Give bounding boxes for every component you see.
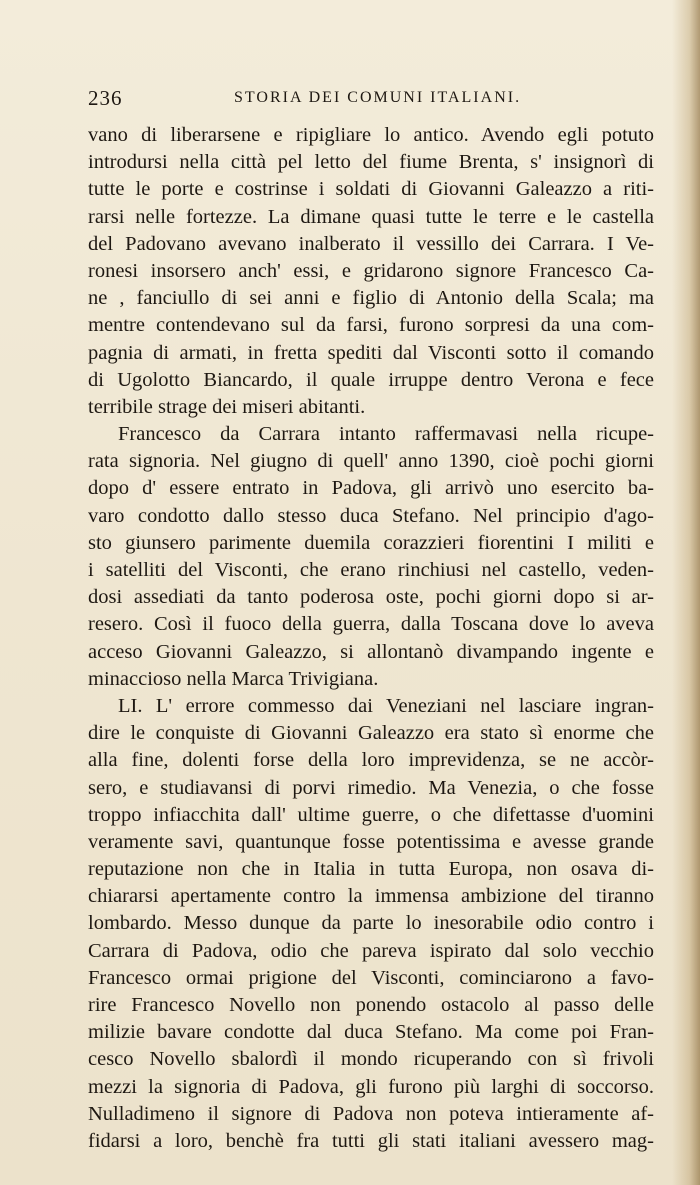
text-line: dire le conquiste di Giovanni Galeazzo era stato sì enorme che: [88, 722, 654, 745]
text-line: Francesco da Carrara intanto raffermavasi nella ricupe-: [118, 423, 654, 446]
text-line: minaccioso nella Marca Trivigiana.: [88, 667, 379, 690]
text-line: del Padovano avevano inalberato il vessillo dei Carrara. I Ve-: [88, 232, 654, 255]
text-line: tutte le porte e costrinse i soldati di Giovanni Galeazzo a riti-: [88, 178, 654, 201]
text-line: chiararsi apertamente contro la immensa ambizione del tiranno: [88, 885, 654, 908]
text-line: cesco Novello sbalordì il mondo ricuperando con sì frivoli: [88, 1048, 654, 1071]
text-line: i satelliti del Visconti, che erano rinchiusi nel castello, veden-: [88, 559, 654, 581]
text-line: dosi assediati da tanto poderosa oste, pochi giorni dopo si ar-: [88, 586, 654, 609]
paragraph: [88, 693, 654, 1155]
paragraph: [88, 421, 654, 693]
page-number: 236: [88, 86, 123, 110]
text-line: Francesco ormai prigione del Visconti, cominciarono a favo-: [88, 966, 654, 989]
text-line: Nulladimeno il signore di Padova non poteva intieramente af-: [88, 1102, 654, 1125]
text-line: sero, e studiavansi di porvi rimedio. Ma Venezia, o che fosse: [88, 776, 654, 799]
page-header: [88, 86, 648, 110]
body-text: [88, 122, 654, 1155]
text-line: rire Francesco Novello non ponendo ostacolo al passo delle: [88, 994, 654, 1016]
text-line: mezzi la signoria di Padova, gli furono più larghi di soccorso.: [88, 1075, 654, 1098]
text-line: lombardo. Messo dunque da parte lo inesorabile odio contro i: [88, 912, 654, 935]
text-line: reputazione non che in Italia in tutta Europa, non osava di-: [88, 858, 654, 881]
text-line: rata signoria. Nel giugno di quell' anno 1390, cioè pochi giorni: [88, 450, 654, 473]
text-line: Carrara di Padova, odio che pareva ispirato dal solo vecchio: [88, 939, 654, 962]
running-head: STORIA DEI COMUNI ITALIANI.: [234, 89, 522, 106]
text-line: veramente savi, quantunque fosse potentissima e avesse grande: [88, 830, 654, 853]
text-line: varo condotto dallo stesso duca Stefano. Nel principio d'ago-: [88, 504, 654, 527]
text-line: mentre contendevano sul da farsi, furono sorpresi da una com-: [88, 314, 654, 337]
text-line: resero. Così il fuoco della guerra, dalla Toscana dove lo aveva: [88, 613, 654, 636]
paragraph: [88, 122, 654, 421]
text-line: LI. L' errore commesso dai Veneziani nel lasciare ingran-: [118, 694, 654, 717]
text-line: di Ugolotto Biancardo, il quale irruppe dentro Verona e fece: [88, 368, 654, 391]
text-line: ne , fanciullo di sei anni e figlio di Antonio della Scala; ma: [88, 287, 654, 310]
text-line: introdursi nella città pel letto del fiume Brenta, s' insignorì di: [88, 151, 654, 174]
text-line: pagnia di armati, in fretta spediti dal Visconti sotto il comando: [88, 341, 654, 364]
text-line: rarsi nelle fortezze. La dimane quasi tutte le terre e le castella: [88, 205, 654, 228]
text-line: milizie bavare condotte dal duca Stefano. Ma come poi Fran-: [88, 1021, 654, 1044]
text-line: troppo infiacchita dall' ultime guerre, o che difettasse d'uomini: [88, 803, 654, 826]
text-line: sto giunsero parimente duemila corazzieri fiorentini I militi e: [88, 531, 654, 554]
text-line: vano di liberarsene e ripigliare lo antico. Avendo egli potuto: [88, 124, 654, 146]
text-line: acceso Giovanni Galeazzo, si allontanò divampando ingente e: [88, 640, 654, 663]
text-line: alla fine, dolenti forse della loro imprevidenza, se ne accòr-: [88, 749, 654, 772]
text-line: terribile strage dei miseri abitanti.: [88, 395, 366, 418]
text-line: dopo d' essere entrato in Padova, gli arrivò uno esercito ba-: [88, 477, 654, 500]
text-line: ronesi insorsero anch' essi, e gridarono signore Francesco Ca-: [88, 259, 654, 282]
text-line: fidarsi a loro, benchè fra tutti gli stati italiani avessero mag-: [88, 1129, 654, 1152]
